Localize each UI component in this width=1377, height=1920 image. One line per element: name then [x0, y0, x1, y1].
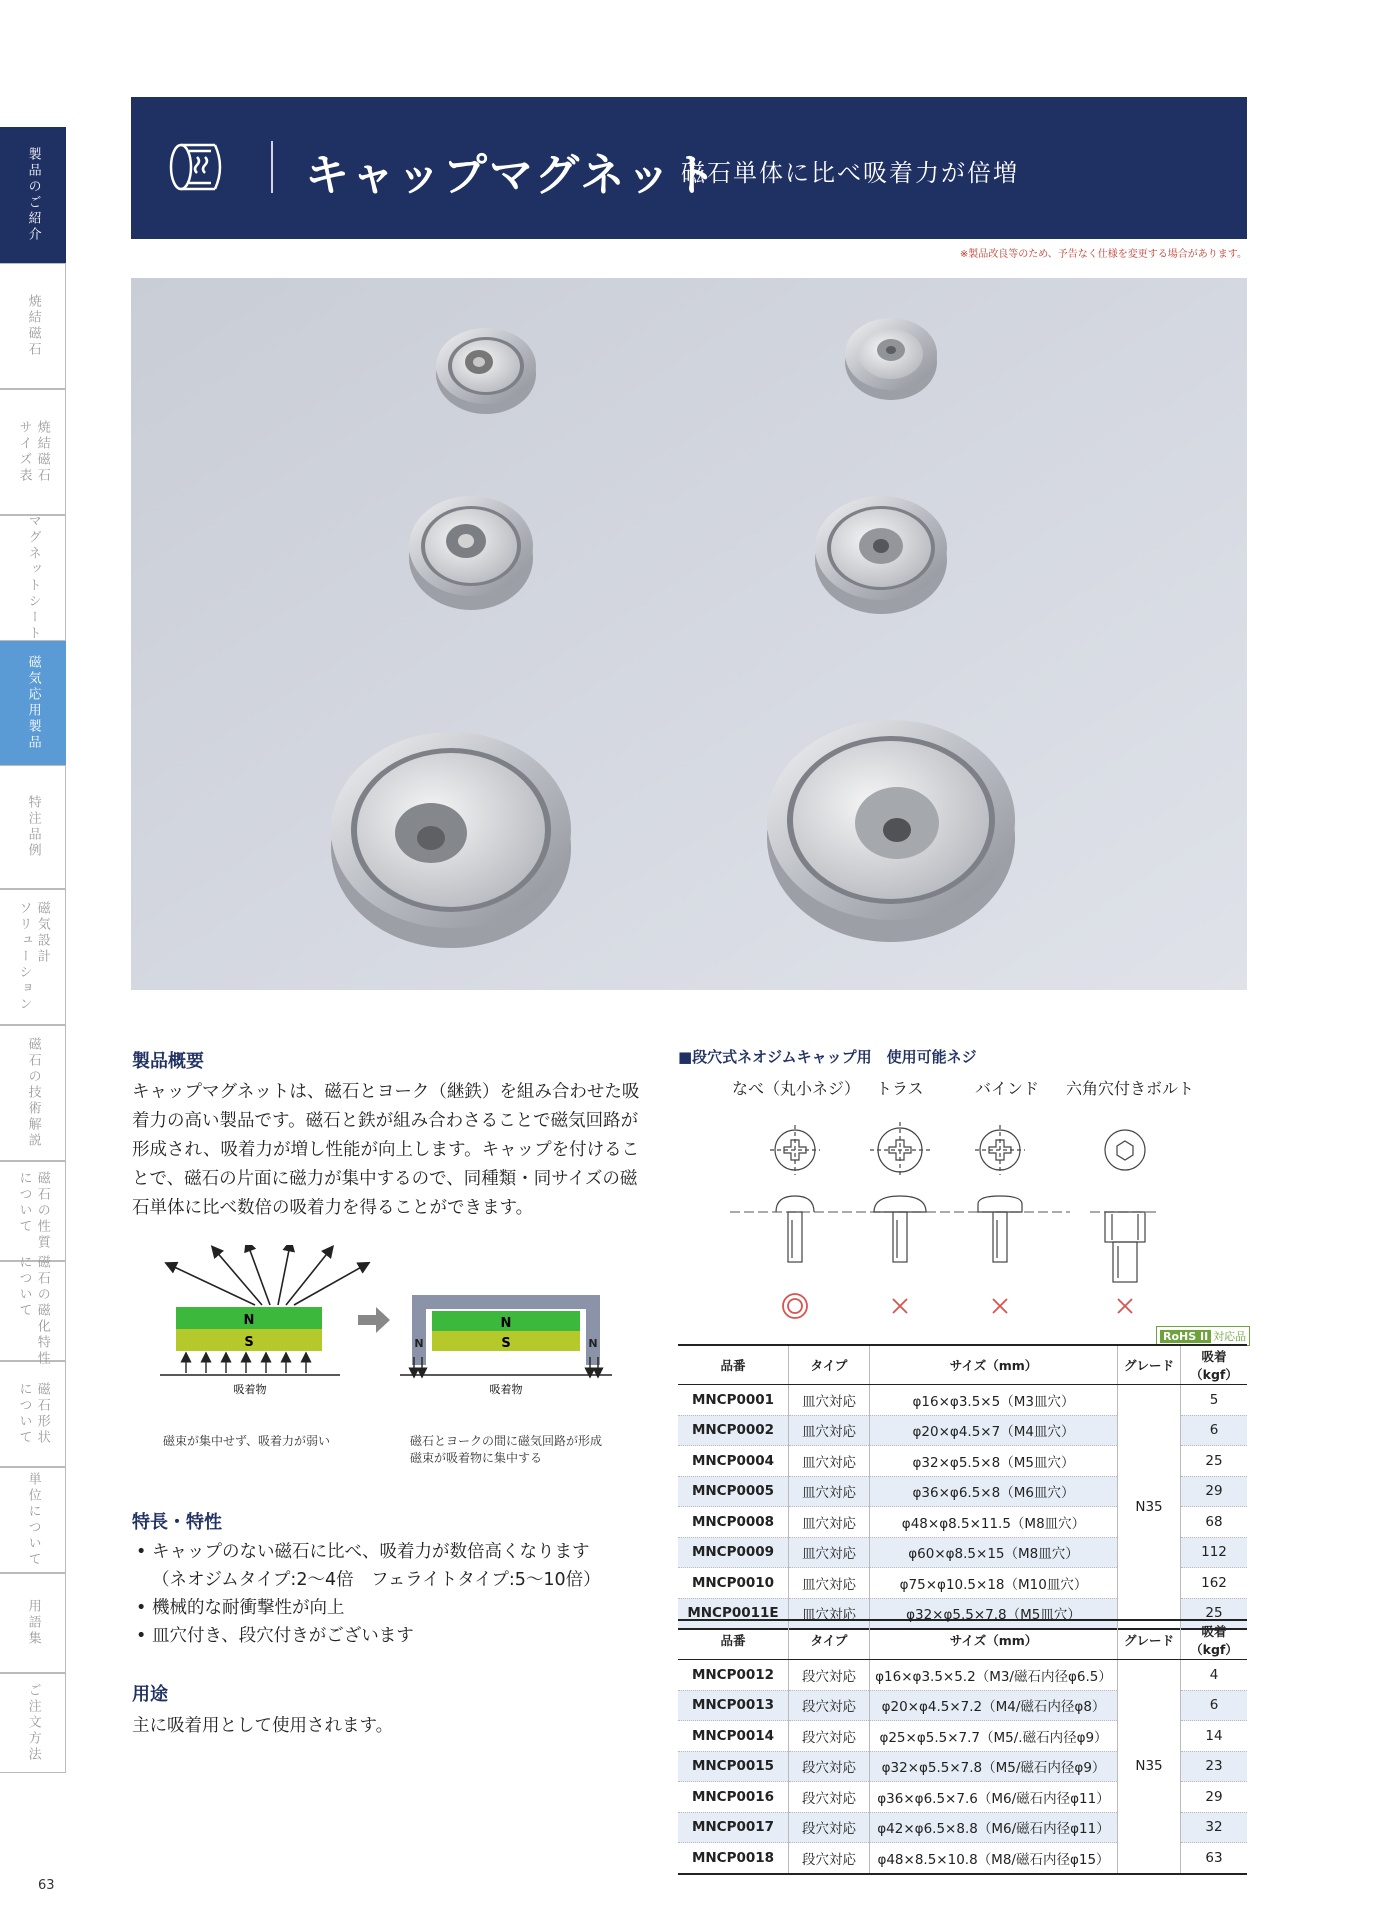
sidebar-tab[interactable] [0, 1467, 66, 1573]
cell-type: 皿穴対応 [789, 1446, 870, 1477]
cell-size: φ16×φ3.5×5（M3皿穴） [870, 1385, 1118, 1416]
sidebar-tab-label: 製品のご紹介 [25, 147, 41, 243]
col-holding-force: 吸着（kgf） [1181, 1345, 1248, 1385]
usage-text: 主に吸着用として使用されます。 [132, 1716, 394, 1736]
cell-size: φ20×φ4.5×7.2（M4/磁石内径φ8） [870, 1690, 1118, 1721]
screw-section-title: ■段穴式ネオジムキャップ用 使用可能ネジ [678, 1048, 977, 1066]
spec-change-note: ※製品改良等のため、予告なく仕様を変更する場合があります。 [959, 249, 1247, 260]
col-part-number: 品番 [678, 1345, 789, 1385]
cell-type: 皿穴対応 [789, 1385, 870, 1416]
col-grade: グレード [1118, 1620, 1181, 1660]
sidebar-tab[interactable] [0, 1361, 66, 1467]
mark-bind [993, 1299, 1007, 1313]
cell-holding-force: 14 [1181, 1721, 1248, 1752]
magnet-large-left [331, 732, 571, 948]
cell-part-number: MNCP0004 [678, 1446, 789, 1477]
sidebar-tab[interactable] [0, 889, 66, 1025]
right-target-label: 吸着物 [489, 1383, 523, 1396]
diagram-right-caption-1: 磁石とヨークの間に磁気回路が形成 [410, 1434, 603, 1448]
sidebar-tab-label: マグネットシート [25, 514, 41, 642]
cell-holding-force: 112 [1181, 1537, 1248, 1568]
sidebar-tab-label: 磁気応用製品 [25, 655, 41, 751]
cell-holding-force: 29 [1181, 1476, 1248, 1507]
page-number: 63 [38, 1878, 55, 1893]
hex-socket-bolt-icon [1090, 1108, 1160, 1338]
cell-type: 皿穴対応 [789, 1568, 870, 1599]
cell-grade: N35 [1118, 1385, 1181, 1630]
spec-table-stepped [678, 1619, 1247, 1875]
screw-name-hex-socket: 六角穴付きボルト [1066, 1079, 1195, 1098]
cell-size: φ32×φ5.5×7.8（M5/磁石内径φ9） [870, 1751, 1118, 1782]
cell-holding-force: 6 [1181, 1415, 1248, 1446]
cell-part-number: MNCP0002 [678, 1415, 789, 1446]
page-header [131, 97, 1247, 239]
cell-holding-force: 63 [1181, 1843, 1248, 1874]
col-type: タイプ [789, 1345, 870, 1385]
cell-part-number: MNCP0010 [678, 1568, 789, 1599]
cell-size: φ75×φ10.5×18（M10皿穴） [870, 1568, 1118, 1599]
right-s-label: S [501, 1336, 511, 1351]
cell-size: φ36×φ6.5×7.6（M6/磁石内径φ11） [870, 1782, 1118, 1813]
cell-holding-force: 6 [1181, 1690, 1248, 1721]
diagram-left-caption: 磁束が集中せず、吸着力が弱い [163, 1434, 331, 1448]
magnet-small-right [845, 318, 937, 400]
cell-size: φ48×φ8.5×11.5（M8皿穴） [870, 1507, 1118, 1538]
cell-size: φ20×φ4.5×7（M4皿穴） [870, 1415, 1118, 1446]
cell-part-number: MNCP0001 [678, 1385, 789, 1416]
cell-holding-force: 25 [1181, 1598, 1248, 1629]
sidebar-tab-label: 磁気設計 ソリューション [16, 901, 50, 1013]
sidebar-tab[interactable] [0, 641, 66, 765]
col-size: サイズ（mm） [870, 1345, 1118, 1385]
cell-size: φ32×φ5.5×8（M5皿穴） [870, 1446, 1118, 1477]
cell-type: 段穴対応 [789, 1721, 870, 1752]
cell-grade: N35 [1118, 1660, 1181, 1874]
cell-part-number: MNCP0005 [678, 1476, 789, 1507]
cell-type: 段穴対応 [789, 1782, 870, 1813]
cell-size: φ36×φ6.5×8（M6皿穴） [870, 1476, 1118, 1507]
product-photo [131, 278, 1247, 990]
sidebar-tab[interactable] [0, 389, 66, 515]
cell-part-number: MNCP0016 [678, 1782, 789, 1813]
table-header-row [678, 1620, 1247, 1660]
pan-screw-icon [770, 1125, 820, 1262]
cell-holding-force: 32 [1181, 1812, 1248, 1843]
diagram-left [160, 1245, 365, 1396]
left-n-label: N [243, 1313, 255, 1328]
features-list [132, 1538, 601, 1650]
table-row [678, 1660, 1247, 1691]
sidebar-tab[interactable] [0, 1255, 66, 1367]
overview-text: キャップマグネットは、磁石とヨーク（継鉄）を組み合わせた吸着力の高い製品です。磁石と鉄が組み合わさることで磁気回路が形成され、吸着力が増し性能が向上します。キャップを付けることで、磁石の片面に磁力が集中するので、同種類・同サイズの磁石単体に比べ数倍の吸着力を得ることができます。 [132, 1082, 640, 1218]
cell-size: φ32×φ5.5×7.8（M5皿穴） [870, 1598, 1118, 1629]
cell-holding-force: 29 [1181, 1782, 1248, 1813]
cell-part-number: MNCP0014 [678, 1721, 789, 1752]
cell-size: φ60×φ8.5×15（M8皿穴） [870, 1537, 1118, 1568]
diagram-right [400, 1295, 612, 1396]
sidebar-tab-label: 単位について [25, 1472, 41, 1568]
screw-diagrams [730, 1110, 1070, 1330]
cell-part-number: MNCP0009 [678, 1537, 789, 1568]
col-holding-force: 吸着（kgf） [1181, 1620, 1248, 1660]
overview-title: 製品概要 [132, 1051, 204, 1072]
feature-item-sub: （ネオジムタイプ:2〜4倍 フェライトタイプ:5〜10倍） [152, 1570, 601, 1590]
side-navigation [0, 127, 66, 1773]
screw-name-truss: トラス [876, 1079, 924, 1098]
magnet-large-right [767, 720, 1015, 942]
magnetic-circuit-diagram [150, 1245, 650, 1455]
sidebar-tab[interactable] [0, 765, 66, 889]
col-part-number: 品番 [678, 1620, 789, 1660]
sidebar-tab[interactable] [0, 515, 66, 641]
cell-holding-force: 68 [1181, 1507, 1248, 1538]
sidebar-tab[interactable] [0, 1025, 66, 1161]
cell-type: 皿穴対応 [789, 1507, 870, 1538]
sidebar-tab-label: 特注品例 [25, 795, 41, 859]
magnet-medium-right [815, 496, 947, 614]
spec-table-countersunk [678, 1344, 1247, 1630]
truss-screw-icon [870, 1122, 930, 1262]
cell-part-number: MNCP0013 [678, 1690, 789, 1721]
sidebar-tab-label: 用語集 [25, 1599, 41, 1647]
cell-holding-force: 4 [1181, 1660, 1248, 1691]
sidebar-tab-label: 磁石の磁化特性 について [16, 1255, 50, 1367]
left-target-label: 吸着物 [233, 1383, 267, 1396]
table-header-row [678, 1345, 1247, 1385]
page-subtitle: 磁石単体に比べ吸着力が倍増 [681, 159, 1019, 187]
mark-pan [783, 1294, 807, 1318]
table-row [678, 1385, 1247, 1416]
arrow-right-icon [358, 1307, 390, 1333]
diagram-right-caption-2: 磁束が吸着物に集中する [410, 1451, 543, 1465]
feature-item: • 皿穴付き、段穴付きがございます [132, 1622, 601, 1650]
cell-type: 段穴対応 [789, 1690, 870, 1721]
features-title: 特長・特性 [132, 1512, 222, 1533]
sidebar-tab[interactable] [0, 1673, 66, 1773]
sidebar-tab-label: 磁石の技術解説 [25, 1037, 41, 1149]
col-size: サイズ（mm） [870, 1620, 1118, 1660]
rohs-badge: RoHS II 対応品 [1156, 1326, 1250, 1346]
col-grade: グレード [1118, 1345, 1181, 1385]
sidebar-tab-label: 焼結磁石 サイズ表 [16, 420, 50, 484]
cell-part-number: MNCP0018 [678, 1843, 789, 1874]
cell-type: 段穴対応 [789, 1843, 870, 1874]
sidebar-tab-label: 焼結磁石 [25, 294, 41, 358]
header-divider [271, 141, 273, 193]
screw-name-pan: なべ（丸小ネジ） [732, 1079, 861, 1098]
cell-size: φ25×φ5.5×7.7（M5/.磁石内径φ9） [870, 1721, 1118, 1752]
sidebar-tab[interactable] [0, 1161, 66, 1261]
yoke-left-n-label: N [414, 1337, 424, 1350]
magnet-small-left [436, 328, 536, 414]
sidebar-tab-label: 磁石の性質 について [16, 1171, 50, 1251]
yoke-right-n-label: N [588, 1337, 598, 1350]
cell-type: 皿穴対応 [789, 1415, 870, 1446]
sidebar-tab[interactable] [0, 263, 66, 389]
cell-holding-force: 5 [1181, 1385, 1248, 1416]
cap-magnet-icon [167, 141, 231, 193]
left-s-label: S [244, 1335, 254, 1350]
cell-type: 段穴対応 [789, 1812, 870, 1843]
cell-type: 段穴対応 [789, 1751, 870, 1782]
cell-size: φ42×φ6.5×8.8（M6/磁石内径φ11） [870, 1812, 1118, 1843]
mark-truss [893, 1299, 907, 1313]
cell-part-number: MNCP0015 [678, 1751, 789, 1782]
bind-screw-icon [975, 1125, 1025, 1262]
col-type: タイプ [789, 1620, 870, 1660]
sidebar-tab[interactable] [0, 127, 66, 263]
sidebar-tab-label: 磁石形状 について [16, 1382, 50, 1446]
right-n-label: N [500, 1316, 512, 1331]
screw-name-bind: バインド [975, 1079, 1040, 1098]
cell-holding-force: 23 [1181, 1751, 1248, 1782]
cell-holding-force: 25 [1181, 1446, 1248, 1477]
cell-holding-force: 162 [1181, 1568, 1248, 1599]
usage-title: 用途 [132, 1684, 168, 1705]
cell-type: 段穴対応 [789, 1660, 870, 1691]
sidebar-tab-label: ご注文方法 [25, 1683, 41, 1763]
feature-item: • 機械的な耐衝撃性が向上 [132, 1594, 601, 1622]
cell-part-number: MNCP0008 [678, 1507, 789, 1538]
magnet-medium-left [409, 496, 533, 610]
cell-type: 皿穴対応 [789, 1537, 870, 1568]
cell-size: φ16×φ3.5×5.2（M3/磁石内径φ6.5） [870, 1660, 1118, 1691]
page-title: キャップマグネット [305, 150, 719, 201]
feature-item: • キャップのない磁石に比べ、吸着力が数倍高くなります [132, 1538, 601, 1566]
cell-type: 皿穴対応 [789, 1476, 870, 1507]
cell-size: φ48×8.5×10.8（M8/磁石内径φ15） [870, 1843, 1118, 1874]
cell-part-number: MNCP0012 [678, 1660, 789, 1691]
cell-part-number: MNCP0011E [678, 1598, 789, 1629]
cell-type: 皿穴対応 [789, 1598, 870, 1629]
cell-part-number: MNCP0017 [678, 1812, 789, 1843]
sidebar-tab[interactable] [0, 1573, 66, 1673]
